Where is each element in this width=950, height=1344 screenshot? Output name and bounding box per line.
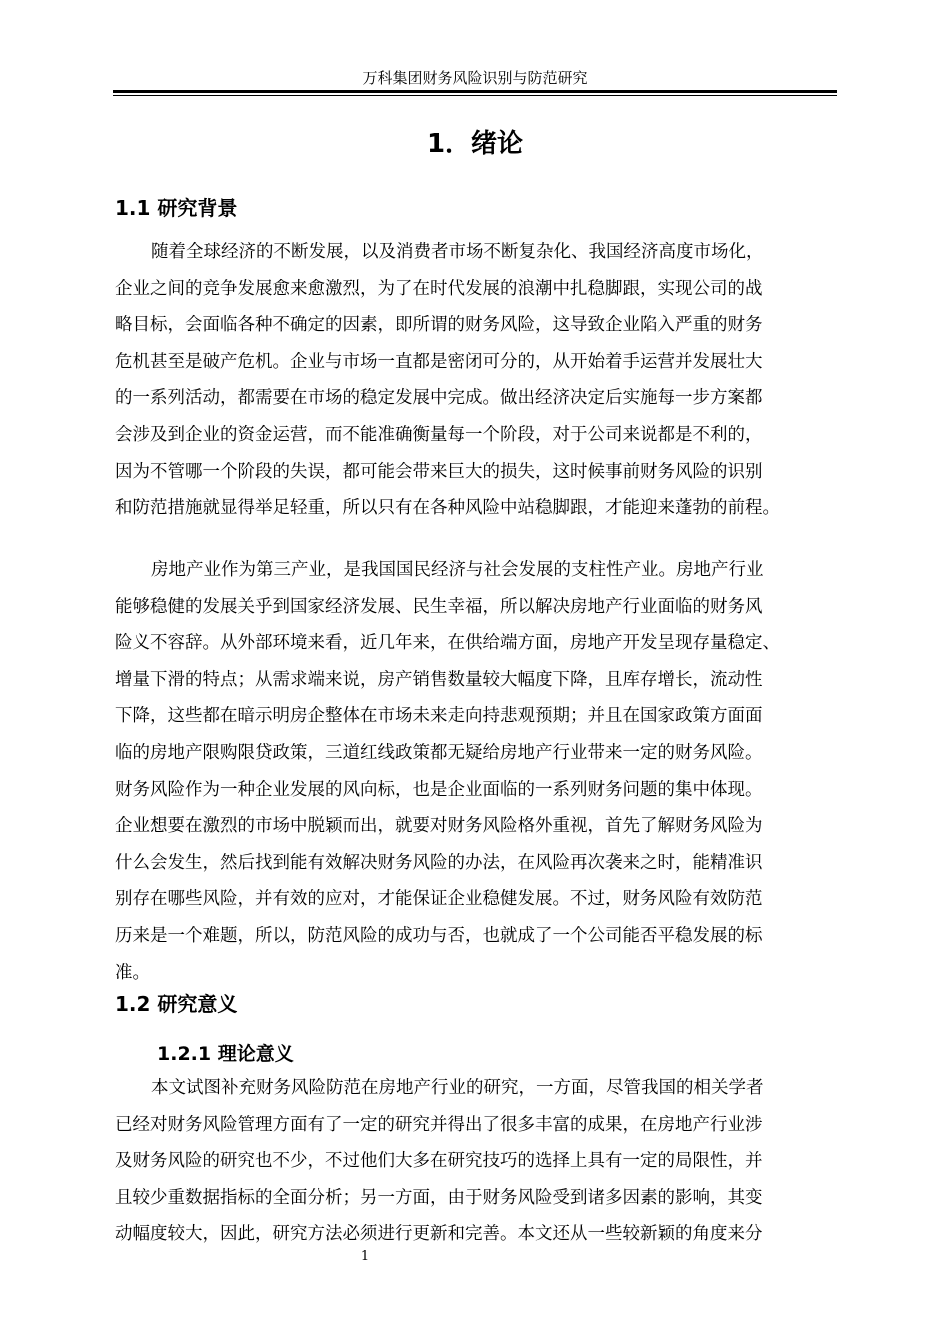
paragraph-line: 准。 (115, 962, 150, 983)
paragraph-line: 财务风险作为一种企业发展的风向标，也是企业面临的一系列财务问题的集中体现。 (115, 779, 763, 800)
paragraph-line: 企业想要在激烈的市场中脱颖而出，就要对财务风险格外重视，首先了解财务风险为 (115, 816, 763, 837)
paragraph-line: 会涉及到企业的资金运营，而不能准确衡量每一个阶段，对于公司来说都是不利的， (115, 424, 763, 445)
section-heading-1-2: 1.2 研究意义 (115, 992, 238, 1016)
paragraph-line: 险义不容辞。从外部环境来看，近几年来，在供给端方面，房地产开发呈现存量稳定、 (115, 633, 780, 654)
paragraph-line: 能够稳健的发展关乎到国家经济发展、民生幸福，所以解决房地产行业面临的财务风 (115, 596, 763, 617)
chapter-title: 1．绪论 (426, 129, 524, 159)
paragraph-line: 略目标，会面临各种不确定的因素，即所谓的财务风险，这导致企业陷入严重的财务 (115, 315, 763, 336)
page-number: 1 (360, 1249, 370, 1264)
paragraph-line: 房地产业作为第三产业，是我国国民经济与社会发展的支柱性产业。房地产行业 (151, 560, 764, 580)
paragraph-line: 随着全球经济的不断发展，以及消费者市场不断复杂化、我国经济高度市场化， (151, 242, 764, 262)
paragraph-line: 企业之间的竞争发展愈来愈激烈，为了在时代发展的浪潮中扎稳脚跟，实现公司的战 (115, 278, 763, 299)
section-heading-1-1: 1.1 研究背景 (115, 196, 238, 220)
paragraph-line: 且较少重数据指标的全面分析；另一方面，由于财务风险受到诸多因素的影响，其变 (115, 1187, 763, 1208)
paragraph-line: 临的房地产限购限贷政策，三道红线政策都无疑给房地产行业带来一定的财务风险。 (115, 742, 763, 763)
paragraph-line: 危机甚至是破产危机。企业与市场一直都是密闭可分的，从开始着手运营并发展壮大 (115, 351, 763, 372)
paragraph-line: 动幅度较大，因此，研究方法必须进行更新和完善。本文还从一些较新颖的角度来分 (115, 1224, 763, 1245)
paragraph-line: 本文试图补充财务风险防范在房地产行业的研究，一方面，尽管我国的相关学者 (151, 1078, 764, 1098)
header-rule-thin (113, 95, 837, 96)
paragraph-background-2 (115, 552, 837, 991)
header-rule-thick (113, 90, 837, 93)
paragraph-line: 历来是一个难题，所以，防范风险的成功与否，也就成了一个公司能否平稳发展的标 (115, 925, 763, 946)
paragraph-line: 因为不管哪一个阶段的失误，都可能会带来巨大的损失，这时候事前财务风险的识别 (115, 461, 763, 482)
paragraph-line: 增量下滑的特点；从需求端来说，房产销售数量较大幅度下降，且库存增长，流动性 (115, 669, 763, 690)
paragraph-theoretical-significance (115, 1070, 837, 1253)
paragraph-line: 和防范措施就显得举足轻重，所以只有在各种风险中站稳脚跟，才能迎来蓬勃的前程。 (115, 498, 780, 519)
paragraph-line: 什么会发生，然后找到能有效解决财务风险的办法，在风险再次袭来之时，能精准识 (115, 852, 763, 873)
paragraph-line: 及财务风险的研究也不少，不过他们大多在研究技巧的选择上具有一定的局限性，并 (115, 1151, 763, 1172)
paragraph-line: 已经对财务风险管理方面有了一定的研究并得出了很多丰富的成果，在房地产行业涉 (115, 1114, 763, 1135)
section-heading-1-2-1: 1.2.1 理论意义 (157, 1043, 294, 1065)
paragraph-line: 别存在哪些风险，并有效的应对，才能保证企业稳健发展。不过，财务风险有效防范 (115, 889, 763, 910)
page-header: 万科集团财务风险识别与防范研究 (362, 69, 588, 87)
paragraph-line: 下降，这些都在暗示明房企整体在市场未来走向持悲观预期；并且在国家政策方面面 (115, 706, 763, 727)
paragraph-line: 的一系列活动，都需要在市场的稳定发展中完成。做出经济决定后实施每一步方案都 (115, 388, 763, 409)
paragraph-background-1 (115, 234, 837, 527)
